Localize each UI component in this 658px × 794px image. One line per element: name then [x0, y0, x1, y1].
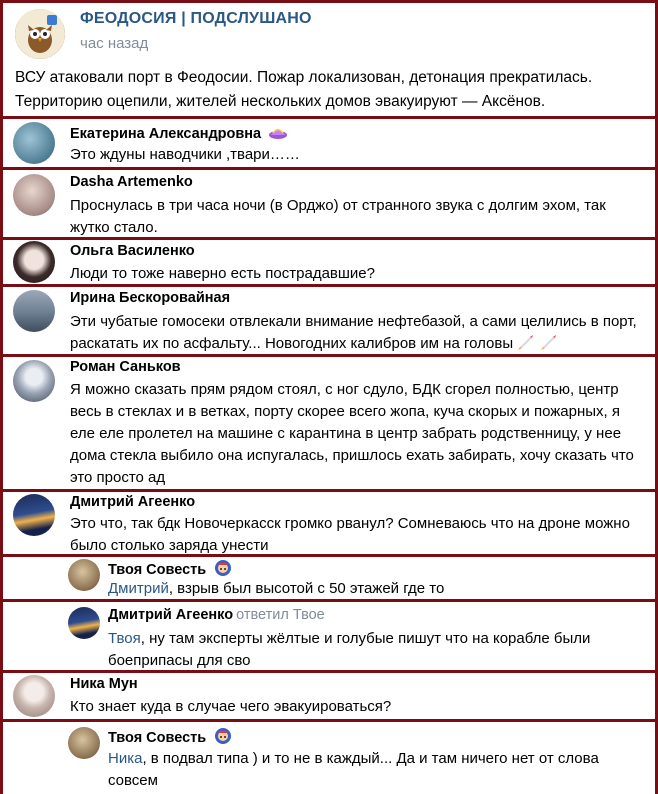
comment-author[interactable]: Екатерина Александровна	[70, 123, 288, 142]
avatar[interactable]	[68, 559, 100, 591]
alien-emoji-icon	[213, 727, 233, 745]
comment-reply	[3, 602, 655, 670]
rocket-emoji-icon	[516, 333, 536, 351]
avatar[interactable]	[13, 360, 55, 402]
avatar[interactable]	[13, 122, 55, 164]
reply-to-hint[interactable]: ответил Твое	[236, 607, 325, 623]
comment-author[interactable]: Дмитрий Агеенко	[70, 494, 196, 510]
comment-text: Дмитрий, взрыв был высотой с 50 этажей где то	[108, 580, 445, 597]
comment-text: Проснулась в три часа ночи (в Орджо) от странного звука с долгим эхом, так жутко стало.	[70, 197, 606, 236]
comment-author[interactable]: Твоя Совесть	[108, 727, 233, 746]
comment-author[interactable]: Ирина Бескоровайная	[70, 290, 231, 306]
mention-link[interactable]: Твоя	[108, 630, 141, 647]
avatar[interactable]	[13, 675, 55, 717]
comment-text: Твоя, ну там эксперты жёлтые и голубые пишут что на корабле были боеприпасы для сво	[108, 630, 591, 669]
group-avatar[interactable]	[15, 9, 65, 59]
mention-link[interactable]: Дмитрий	[108, 580, 169, 597]
comment-text: Это что, так бдк Новочеркасск громко рванул? Сомневаюсь что на дроне можно было столько заряда унести	[70, 515, 630, 554]
comment	[3, 119, 655, 167]
rainbow-hat-emoji-icon	[268, 123, 288, 141]
rocket-emoji-icon	[539, 333, 559, 351]
avatar[interactable]	[13, 241, 55, 283]
comment-text: Я можно сказать прям рядом стоял, с ног сдуло, БДК сгорел полностью, центр весь в стеклах и в ветках, порту скорее всего жопа, куча скорых и пожарных, я еле еле пролетел на машине с карантина в центр забрать родственницу, у нее дома стекла выбило она испугалась, пришлось ехать забирать, хочу сказать что это просто ад	[70, 381, 634, 486]
comment-reply	[3, 722, 655, 794]
group-name-link[interactable]: ФЕОДОСИЯ | ПОДСЛУШАНО	[80, 10, 312, 27]
avatar[interactable]	[68, 607, 100, 639]
comment-text: Люди то тоже наверно есть пострадавшие?	[70, 265, 375, 282]
avatar[interactable]	[13, 494, 55, 536]
comment	[3, 492, 655, 554]
comment	[3, 240, 655, 284]
comment	[3, 357, 655, 489]
comment-text: Ника, в подвал типа ) и то не в каждый... Да и там ничего нет от слова совсем	[108, 750, 599, 789]
comment-text: Эти чубатые гомосеки отвлекали внимание нефтебазой, а сами целились в порт, раскатать их по асфальту... Новогодних калибров им на головы	[70, 313, 637, 352]
alien-emoji-icon	[213, 559, 233, 577]
comment-text: Кто знает куда в случае чего эвакуироваться?	[70, 698, 392, 715]
comment-author[interactable]: Ника Мун	[70, 676, 138, 692]
avatar[interactable]	[13, 290, 55, 332]
comment-author[interactable]: Твоя Совесть	[108, 559, 233, 578]
mention-link[interactable]: Ника	[108, 750, 143, 767]
comment	[3, 170, 655, 237]
comment-author[interactable]: Роман Саньков	[70, 359, 181, 375]
post	[3, 3, 655, 116]
comment-author[interactable]: Дмитрий Агеенко ответил Твое	[108, 607, 325, 623]
comment	[3, 287, 655, 354]
comment-text: Это ждуны наводчики ,твари……	[70, 146, 300, 163]
avatar[interactable]	[68, 727, 100, 759]
comment-author[interactable]: Ольга Василенко	[70, 243, 195, 259]
post-timestamp[interactable]: час назад	[80, 35, 149, 52]
comment-reply	[3, 557, 655, 599]
comment-author[interactable]: Dasha Artemenko	[70, 174, 193, 190]
post-text: ВСУ атаковали порт в Феодосии. Пожар локализован, детонация прекратилась. Территорию оцепили, жителей нескольких домов эвакуируют — Аксёнов.	[15, 69, 593, 110]
owl-mascot-icon	[15, 9, 65, 59]
avatar[interactable]	[13, 174, 55, 216]
comment	[3, 673, 655, 719]
